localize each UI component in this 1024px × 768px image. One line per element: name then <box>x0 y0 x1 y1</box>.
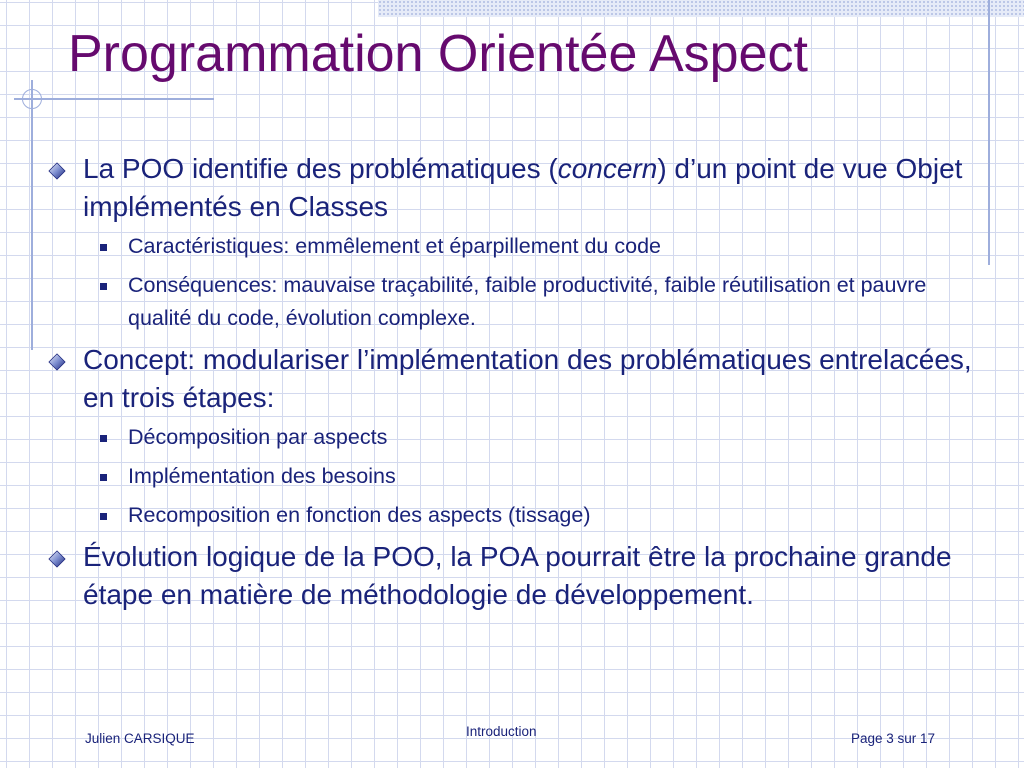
sub-bullet-text: Recomposition en fonction des aspects (tissage) <box>128 503 591 527</box>
footer-page-number: Page 3 sur 17 <box>851 731 936 746</box>
sub-bullet-consequences <box>48 269 978 335</box>
bullet-text: La POO identifie des problématiques ( <box>83 153 558 184</box>
bullet-poo-concerns <box>48 150 978 226</box>
square-bullet-icon <box>100 474 107 481</box>
footer-author: Julien CARSIQUE <box>85 731 195 746</box>
right-vertical-rule <box>988 0 990 265</box>
top-dotted-band <box>378 0 1024 17</box>
bullet-text: Évolution logique de la POO, la POA pourrait être la prochaine grande étape en matière de méthodologie de développement. <box>83 541 952 610</box>
bullet-evolution <box>48 538 978 614</box>
decorative-ring <box>22 89 42 109</box>
footer-section: Introduction <box>466 724 537 739</box>
bullet-emphasis: concern <box>557 153 658 184</box>
sub-bullet-step-2 <box>48 460 978 493</box>
diamond-bullet-icon <box>48 162 66 180</box>
square-bullet-icon <box>100 435 107 442</box>
slide-title: Programmation Orientée Aspect <box>68 25 808 83</box>
title-underline <box>14 98 214 100</box>
sub-bullet-step-3 <box>48 499 978 532</box>
sub-bullet-step-1 <box>48 421 978 454</box>
bullet-text: Concept: modulariser l’implémentation des problématiques entrelacées, en trois étapes: <box>83 344 972 413</box>
sub-bullet-text: Conséquences: mauvaise traçabilité, faible productivité, faible réutilisation et pauvre qualité du code, évolution complexe. <box>128 273 927 330</box>
sub-bullet-text: Caractéristiques: emmêlement et éparpillement du code <box>128 234 661 258</box>
sub-bullet-text: Décomposition par aspects <box>128 425 388 449</box>
square-bullet-icon <box>100 244 107 251</box>
diamond-bullet-icon <box>48 550 66 568</box>
square-bullet-icon <box>100 283 107 290</box>
bullet-text: ) d’un point de vue Objet implémentés en Classes <box>83 153 963 222</box>
bullet-concept <box>48 341 978 417</box>
left-vertical-rule <box>31 80 33 350</box>
square-bullet-icon <box>100 513 107 520</box>
sub-bullet-text: Implémentation des besoins <box>128 464 396 488</box>
diamond-bullet-icon <box>48 353 66 371</box>
slide-content <box>48 150 978 614</box>
sub-bullet-characteristics <box>48 230 978 263</box>
